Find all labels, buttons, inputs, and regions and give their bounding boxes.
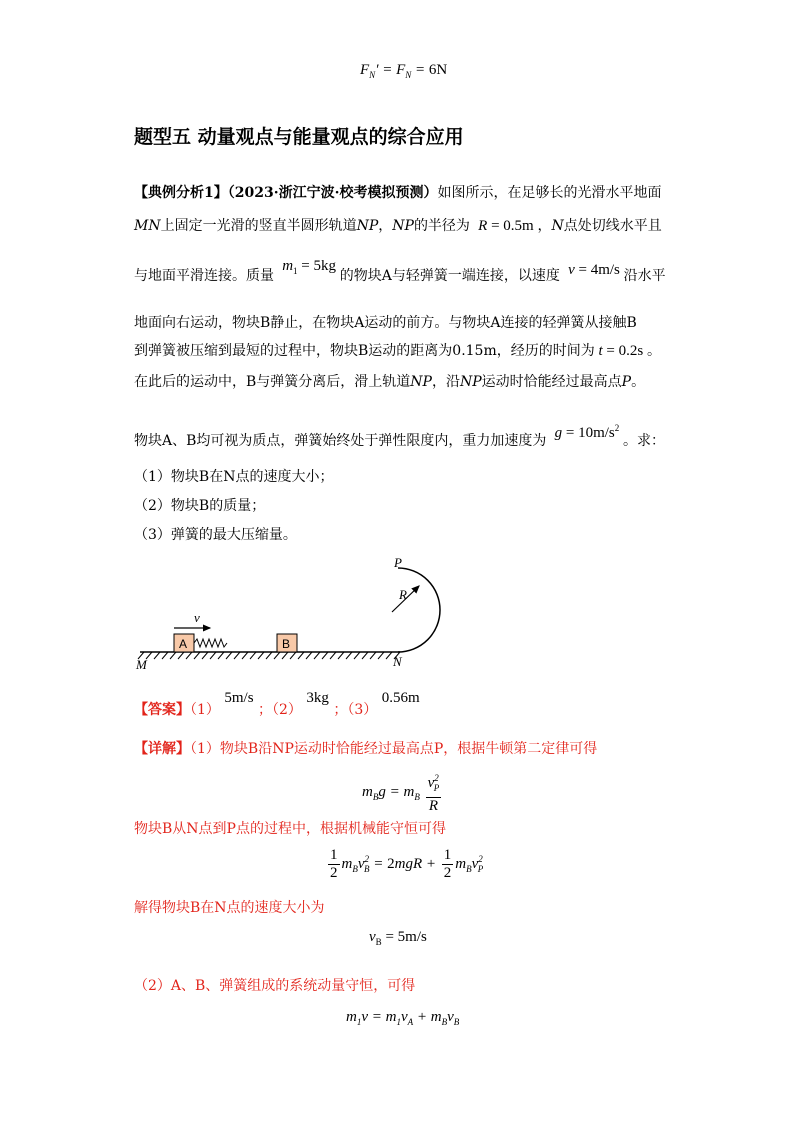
- equation-momentum: $m_1v = m_1v_A + m_Bv_B$: [346, 1009, 460, 1027]
- equation-newton: $m_Bg = m_B$ $\frac{v^2_P}{R}$: [362, 770, 443, 815]
- problem-line-3: 与地面平滑连接。质量 $m_1 = 5kg$ 的物块A与轻弹簧一端连接，以速度 v = 4m/s 沿水平: [134, 258, 666, 284]
- problem-line-1: 【典例分析1】（2023·浙江宁波·校考模拟预测）如图所示，在足够长的光滑水平地面: [134, 185, 662, 201]
- ground-hatching: [138, 652, 400, 659]
- problem-line-7: 物块A、B均可视为质点，弹簧始终处于弹性限度内，重力加速度为 $g = 10m/s^2$ 。求：: [134, 423, 665, 449]
- answer-3: 0.56m: [381, 690, 420, 706]
- question-2: （2）物块B的质量；: [134, 498, 266, 514]
- answer-tag: 【答案】: [134, 702, 190, 718]
- physics-diagram: [130, 552, 450, 672]
- problem-line-2: MN上固定一光滑的竖直半圆形轨道NP，NP的半径为 R = 0.5m ，N点处切线水平且: [134, 218, 662, 234]
- label-m: M: [136, 657, 147, 672]
- equation-energy: $\frac{1}{2}$ $m_Bv^2_B = 2mgR$ + $\frac{1}{2}$ $m_Bv^2_P$: [330, 847, 484, 881]
- spring: [194, 639, 227, 647]
- section-heading: 题型五 动量观点与能量观点的综合应用: [134, 126, 464, 148]
- problem-line-6: 在此后的运动中，B与弹簧分离后，滑上轨道NP，沿NP运动时恰能经过最高点P。: [134, 374, 646, 390]
- detail-line-1: 【详解】（1）物块B沿NP运动时恰能经过最高点P，根据牛顿第二定律可得: [134, 741, 598, 757]
- detail-line-2: 物块B从N点到P点的过程中，根据机械能守恒可得: [134, 821, 446, 837]
- top-equation: $F_N' = F_N = 6N$: [360, 62, 448, 80]
- answer-line: 【答案】（1） 5m/s ；（2） 3kg ；（3） 0.56m: [134, 690, 420, 718]
- answer-1: 5m/s: [224, 690, 254, 706]
- question-1: （1）物块B在N点的速度大小；: [134, 469, 334, 485]
- label-a: A: [179, 637, 188, 651]
- equation-vb: $v_B = 5m/s$: [369, 929, 427, 947]
- problem-source: （2023·浙江宁波·校考模拟预测）: [227, 185, 438, 201]
- label-n: N: [393, 654, 402, 669]
- label-p: P: [394, 555, 402, 570]
- question-3: （3）弹簧的最大压缩量。: [134, 527, 297, 543]
- problem-line-4: 地面向右运动，物块B静止，在物块A运动的前方。与物块A连接的轻弹簧从接触B: [134, 315, 637, 331]
- semicircle-track: [398, 568, 440, 652]
- label-b: B: [282, 637, 291, 651]
- detail-line-4: （2）A、B、弹簧组成的系统动量守恒，可得: [134, 978, 416, 994]
- answer-2: 3kg: [306, 690, 329, 706]
- detail-line-3: 解得物块B在N点的速度大小为: [134, 900, 325, 916]
- label-v: v: [194, 610, 200, 625]
- label-r: R: [399, 587, 407, 602]
- detail-tag: 【详解】: [134, 741, 190, 757]
- problem-line-5: 到弹簧被压缩到最短的过程中，物块B运动的距离为0.15m，经历的时间为 t = 0.2s 。: [134, 343, 661, 359]
- problem-tag: 【典例分析1】: [134, 185, 228, 201]
